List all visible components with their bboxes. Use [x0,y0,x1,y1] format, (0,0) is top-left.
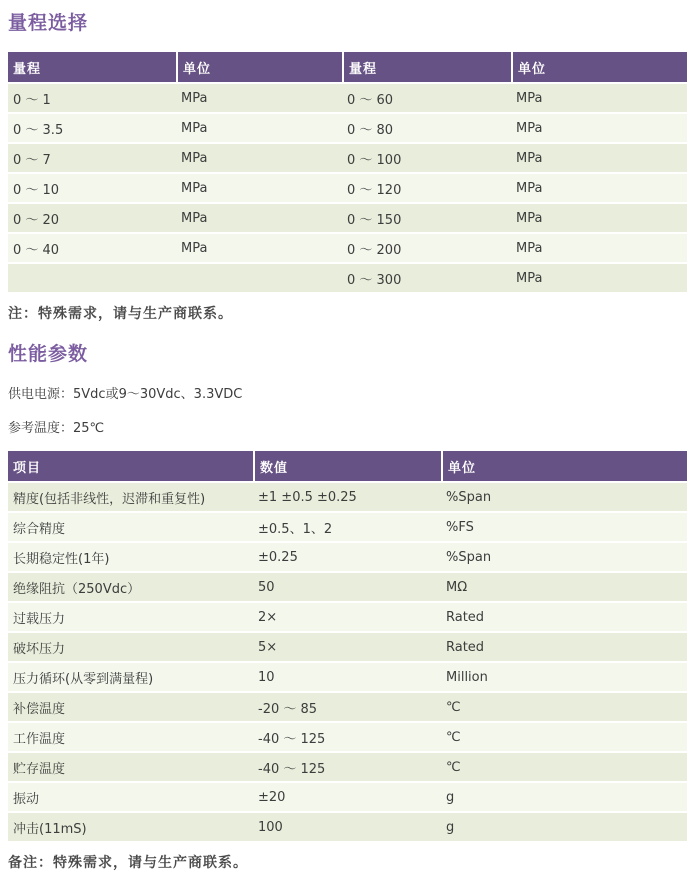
range-table-row [8,114,687,144]
unit-cell: Rated [441,633,687,663]
performance-table-row [8,543,687,573]
value-cell: ±0.25 [253,543,441,573]
range-cell [8,264,176,294]
unit-cell: Million [441,663,687,693]
unit-cell: g [441,783,687,813]
unit-cell: MPa [511,144,687,174]
range-cell: 0 ～ 20 [8,204,176,234]
performance-params-title: 性能参数 [8,343,89,365]
unit-cell: %FS [441,513,687,543]
range-table [8,52,687,294]
item-cell: 过载压力 [8,603,253,633]
value-cell: 10 [253,663,441,693]
value-header-cell: 数值 [253,451,441,483]
range-cell: 0 ～ 60 [342,84,511,114]
range-table-row [8,234,687,264]
item-cell: 冲击(11mS) [8,813,253,843]
performance-table [8,451,687,843]
unit-cell: MPa [511,174,687,204]
range-selection-title: 量程选择 [8,12,89,34]
range-cell: 0 ～ 120 [342,174,511,204]
unit-cell: MPa [511,84,687,114]
unit-cell: MPa [176,84,342,114]
performance-table-row [8,693,687,723]
item-cell: 综合精度 [8,513,253,543]
value-cell: -40 ～ 125 [253,753,441,783]
unit-cell: MPa [176,114,342,144]
item-cell: 压力循环(从零到满量程) [8,663,253,693]
range-cell: 0 ～ 100 [342,144,511,174]
unit-cell: MPa [511,204,687,234]
range-cell: 0 ～ 200 [342,234,511,264]
range-table-row [8,144,687,174]
value-cell: 50 [253,573,441,603]
value-cell: 5× [253,633,441,663]
performance-table-row [8,513,687,543]
item-cell: 长期稳定性(1年) [8,543,253,573]
item-cell: 精度(包括非线性，迟滞和重复性) [8,483,253,513]
value-cell: ±0.5、1、2 [253,513,441,543]
performance-table-row [8,633,687,663]
unit-cell: MPa [176,204,342,234]
range-table-row [8,204,687,234]
range-cell: 0 ～ 3.5 [8,114,176,144]
unit-header-cell: 单位 [511,52,687,84]
unit-cell: ℃ [441,753,687,783]
range-table-row [8,84,687,114]
performance-table-row [8,783,687,813]
unit-cell: Rated [441,603,687,633]
performance-table-row [8,483,687,513]
value-cell: ±1 ±0.5 ±0.25 [253,483,441,513]
range-cell: 0 ～ 150 [342,204,511,234]
power-supply-line: 供电电源：5Vdc或9～30Vdc、3.3VDC [8,387,243,402]
item-cell: 振动 [8,783,253,813]
item-header-cell: 项目 [8,451,253,483]
value-cell: -40 ～ 125 [253,723,441,753]
unit-cell: MPa [176,234,342,264]
unit-cell: MPa [176,174,342,204]
unit-cell: MΩ [441,573,687,603]
item-cell: 工作温度 [8,723,253,753]
value-cell: 100 [253,813,441,843]
unit-header-cell: 单位 [441,451,687,483]
unit-header-cell: 单位 [176,52,342,84]
unit-cell: MPa [511,264,687,294]
performance-table-note: 备注：特殊需求，请与生产商联系。 [8,855,248,871]
performance-table-row [8,753,687,783]
range-cell: 0 ～ 80 [342,114,511,144]
item-cell: 破坏压力 [8,633,253,663]
unit-cell: %Span [441,543,687,573]
unit-cell [176,264,342,294]
unit-cell: MPa [511,114,687,144]
performance-table-row [8,723,687,753]
unit-cell: ℃ [441,693,687,723]
performance-table-header [8,451,687,483]
range-cell: 0 ～ 7 [8,144,176,174]
unit-cell: g [441,813,687,843]
range-cell: 0 ～ 1 [8,84,176,114]
unit-cell: MPa [176,144,342,174]
performance-table-row [8,813,687,843]
range-table-row [8,264,687,294]
range-table-note: 注：特殊需求，请与生产商联系。 [8,306,233,322]
item-cell: 补偿温度 [8,693,253,723]
range-header-cell: 量程 [342,52,511,84]
performance-table-row [8,603,687,633]
reference-temp-line: 参考温度：25℃ [8,421,105,436]
range-table-row [8,174,687,204]
value-cell: 2× [253,603,441,633]
unit-cell: %Span [441,483,687,513]
range-header-cell: 量程 [8,52,176,84]
range-cell: 0 ～ 40 [8,234,176,264]
value-cell: -20 ～ 85 [253,693,441,723]
performance-table-header-row [8,451,687,483]
range-cell: 0 ～ 300 [342,264,511,294]
unit-cell: MPa [511,234,687,264]
unit-cell: ℃ [441,723,687,753]
range-table-header-row [8,52,687,84]
item-cell: 绝缘阻抗（250Vdc） [8,573,253,603]
item-cell: 贮存温度 [8,753,253,783]
performance-table-row [8,663,687,693]
performance-table-row [8,573,687,603]
range-cell: 0 ～ 10 [8,174,176,204]
value-cell: ±20 [253,783,441,813]
range-table-header [8,52,687,84]
